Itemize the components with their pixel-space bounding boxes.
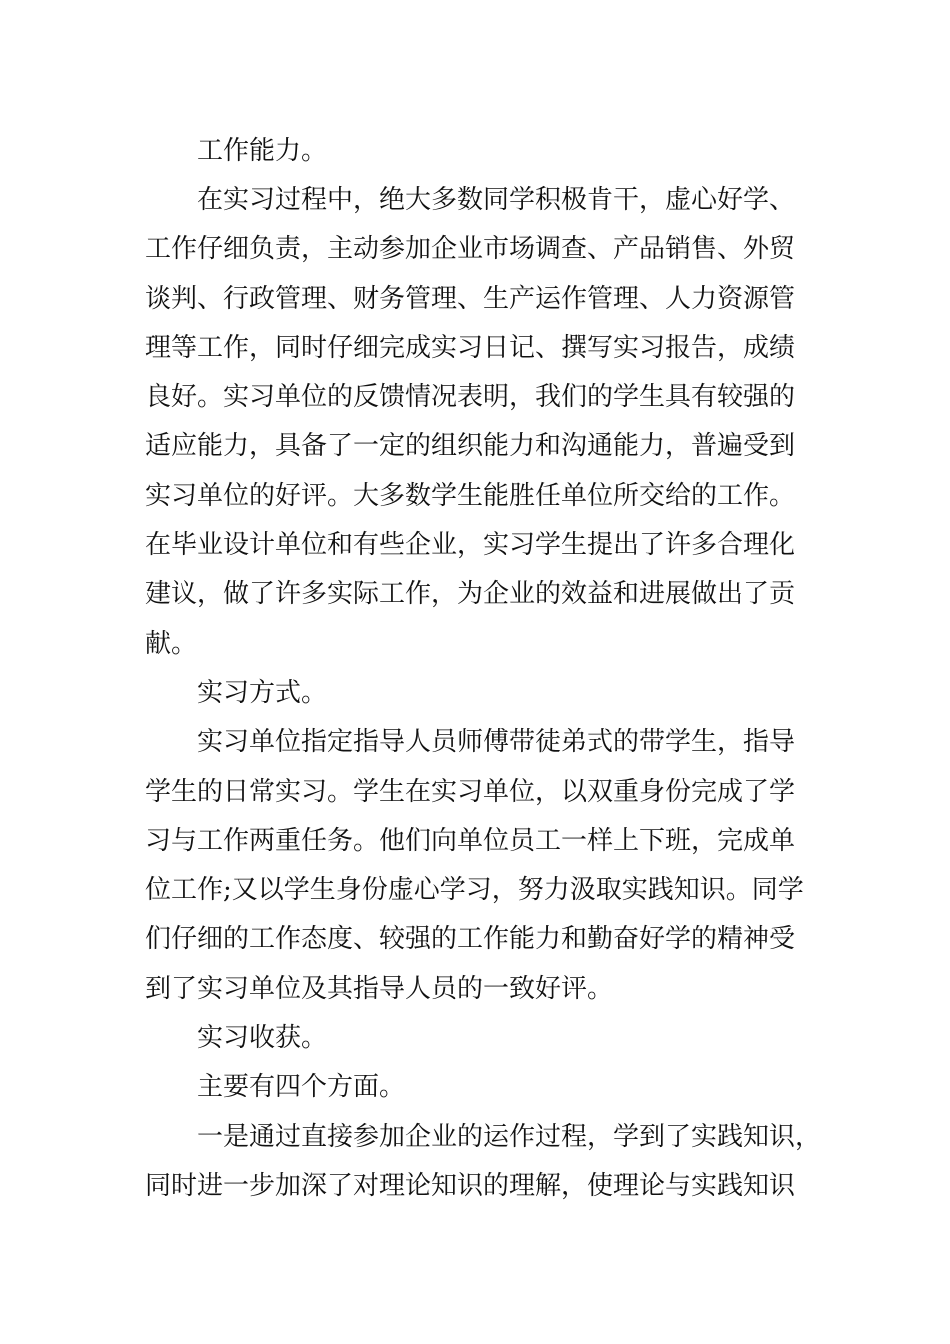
text-line-14: 学生的日常实习。学生在实习单位，以双重身份完成了学 <box>145 777 796 807</box>
text-line-3: 工作仔细负责，主动参加企业市场调查、产品销售、外贸 <box>145 234 796 264</box>
text-line-18: 到了实习单位及其指导人员的一致好评。 <box>145 974 614 1004</box>
text-line-2: 在实习过程中，绝大多数同学积极肯干，虚心好学、 <box>145 185 796 215</box>
text-line-15: 习与工作两重任务。他们向单位员工一样上下班，完成单 <box>145 826 796 856</box>
text-line-19: 实习收获。 <box>145 1023 328 1053</box>
text-line-11: 献。 <box>145 629 198 659</box>
text-line-20: 主要有四个方面。 <box>145 1072 406 1102</box>
text-line-5: 理等工作，同时仔细完成实习日记、撰写实习报告，成绩 <box>145 333 796 363</box>
text-line-10: 建议，做了许多实际工作，为企业的效益和进展做出了贡 <box>145 579 796 609</box>
text-line-13: 实习单位指定指导人员师傅带徒弟式的带学生，指导 <box>145 727 796 757</box>
text-line-16: 位工作;又以学生身份虚心学习，努力汲取实践知识。同学 <box>145 875 804 905</box>
text-line-7: 适应能力，具备了一定的组织能力和沟通能力，普遍受到 <box>145 431 796 461</box>
text-line-21: 一是通过直接参加企业的运作过程，学到了实践知识， <box>145 1122 822 1152</box>
text-line-8: 实习单位的好评。大多数学生能胜任单位所交给的工作。 <box>145 481 796 511</box>
text-line-17: 们仔细的工作态度、较强的工作能力和勤奋好学的精神受 <box>145 924 796 954</box>
text-line-6: 良好。实习单位的反馈情况表明，我们的学生具有较强的 <box>145 382 796 412</box>
text-line-22: 同时进一步加深了对理论知识的理解，使理论与实践知识 <box>145 1171 796 1201</box>
text-line-12: 实习方式。 <box>145 678 328 708</box>
text-line-9: 在毕业设计单位和有些企业，实习学生提出了许多合理化 <box>145 530 796 560</box>
text-line-4: 谈判、行政管理、财务管理、生产运作管理、人力资源管 <box>145 284 796 314</box>
text-line-1: 工作能力。 <box>145 136 328 166</box>
